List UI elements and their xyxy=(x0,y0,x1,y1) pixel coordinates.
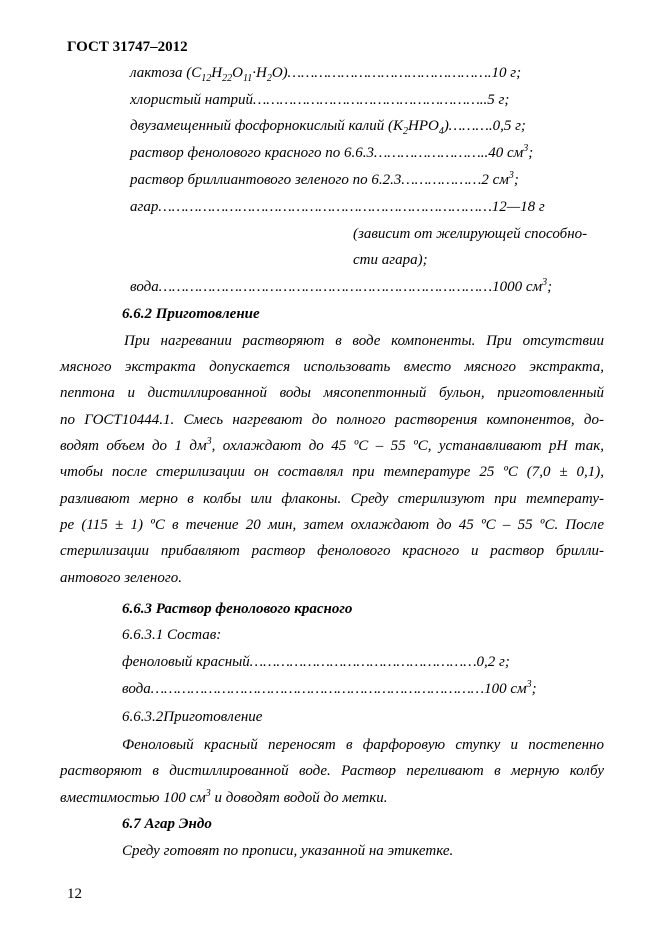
brilliant-green-end: ; xyxy=(513,172,519,188)
lactose-text-2: H xyxy=(211,65,223,81)
prep-line3-sup: 3 xyxy=(205,788,211,799)
section-662-heading: 6.6.2 Приготовление xyxy=(122,306,260,322)
section-663-water-text: вода…………………………………………………………………100 см xyxy=(122,681,527,697)
lactose-text-4: ·H xyxy=(252,65,267,81)
water-end: ; xyxy=(547,279,553,295)
section-663-water xyxy=(122,680,537,698)
section-662-line-1: При нагревании растворяют в воде компоненты. При отсутствии xyxy=(124,333,604,349)
section-6632-line-1: Феноловый красный переносят в фарфоровую ступку и постепенно xyxy=(122,737,604,753)
ingredient-agar: агар…………………………………………………………………12—18 г xyxy=(130,199,545,215)
k2hpo4-sub-2: 4 xyxy=(438,126,444,137)
section-67-heading: 6.7 Агар Эндо xyxy=(122,816,212,832)
section-662-line-6: чтобы после стерилизации он составлял при температуре 25 ºС (7,0 ± 0,1), xyxy=(60,464,604,480)
line5-text-a: водят объем до 1 дм xyxy=(60,438,207,454)
section-663-composition: 6.6.3.1 Состав: xyxy=(122,627,222,643)
agar-note-line-1: (зависит от желирующей способно- xyxy=(353,226,588,242)
prep-line3-text-a: вместимостью 100 см xyxy=(60,790,206,806)
section-663-phenol-red: феноловый красный……………………………………………0,2 г; xyxy=(122,654,510,670)
document-header-title: ГОСТ 31747–2012 xyxy=(67,39,188,55)
k2hpo4-text-2: HPO xyxy=(407,118,439,134)
lactose-text-3: O xyxy=(232,65,243,81)
section-662-line-9: стерилизации прибавляют раствор фенолового красного и раствор брилли- xyxy=(60,543,604,559)
section-663-water-sup: 3 xyxy=(526,679,532,690)
brilliant-green-sup: 3 xyxy=(508,170,514,181)
k2hpo4-text: двузамещенный фосфорнокислый калий (K xyxy=(130,118,403,134)
ingredient-water xyxy=(130,278,552,296)
line5-sup: 3 xyxy=(206,436,212,447)
section-663-heading: 6.6.3 Раствор фенолового красного xyxy=(122,601,353,617)
lactose-sub-4: 2 xyxy=(266,73,272,84)
ingredient-brilliant-green xyxy=(130,171,519,189)
ingredient-phenol-red-solution xyxy=(130,144,533,162)
phenol-red-solution-text: раствор фенолового красного по 6.6.3……………………..40 см xyxy=(130,145,524,161)
water-sup: 3 xyxy=(542,277,548,288)
brilliant-green-text: раствор бриллиантового зеленого по 6.2.3………………2 см xyxy=(130,172,509,188)
section-6632-line-3 xyxy=(60,789,388,807)
phenol-red-solution-sup: 3 xyxy=(523,143,529,154)
section-67-text: Среду готовят по прописи, указанной на этикетке. xyxy=(122,843,454,859)
section-662-line-2: мясного экстракта допускается использовать вместо мясного экстракта, xyxy=(60,359,604,375)
page-number: 12 xyxy=(67,886,82,902)
ingredient-k2hpo4 xyxy=(130,117,526,135)
lactose-text: лактоза (C xyxy=(130,65,202,81)
line5-text-b: , охлаждают до 45 ºС – 55 ºС, устанавливают рН так, xyxy=(211,438,605,454)
section-662-line-4: по ГОСТ10444.1. Смесь нагревают до полного растворения компонентов, до- xyxy=(60,412,604,428)
section-6632-line-2: растворяют в дистиллированной воде. Раствор переливают в мерную колбу xyxy=(60,763,604,779)
section-662-line-5 xyxy=(60,437,604,455)
ingredient-nacl: хлористый натрий……………………………………………..5 г; xyxy=(130,92,510,108)
lactose-sub-1: 12 xyxy=(201,73,212,84)
phenol-red-solution-end: ; xyxy=(528,145,534,161)
section-663-water-end: ; xyxy=(531,681,537,697)
section-6632-heading: 6.6.3.2Приготовление xyxy=(122,709,263,725)
agar-note-line-2: сти агара); xyxy=(353,252,428,268)
lactose-text-5: O)……………………………………….10 г; xyxy=(271,65,522,81)
section-662-line-3: пептона и дистиллированной воды мясопептонный бульон, приготовленный xyxy=(60,385,604,401)
section-662-line-8: ре (115 ± 1) ºС в течение 20 мин, затем охлаждают до 45 ºС – 55 ºС. После xyxy=(60,517,604,533)
section-662-line-7: разливают мерно в колбы или флаконы. Среду стерилизуют при температу- xyxy=(60,491,604,507)
water-text: вода…………………………………………………………………1000 см xyxy=(130,279,543,295)
k2hpo4-text-3: )……….0,5 г; xyxy=(443,118,526,134)
prep-line3-text-b: и доводят водой до метки. xyxy=(210,790,388,806)
lactose-sub-2: 22 xyxy=(222,73,233,84)
k2hpo4-sub-1: 2 xyxy=(402,126,408,137)
section-662-line-10: антового зеленого. xyxy=(60,570,182,586)
lactose-sub-3: 11 xyxy=(242,73,253,84)
ingredient-lactose xyxy=(130,64,521,82)
